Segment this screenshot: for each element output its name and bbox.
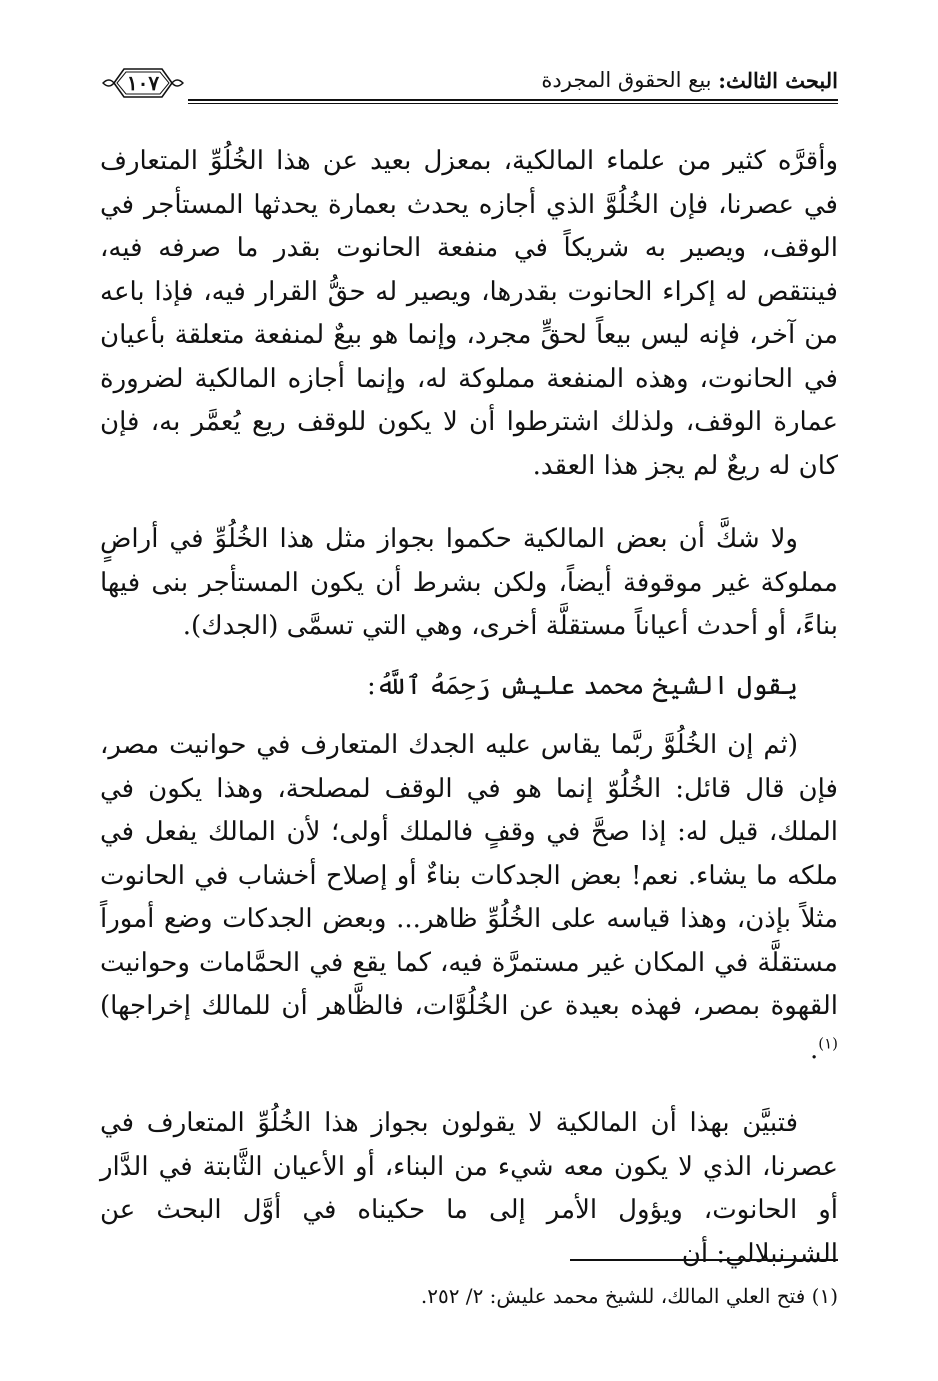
quote-paragraph	[100, 724, 838, 1072]
main-text	[100, 140, 838, 1276]
footnote-rule	[570, 1259, 838, 1261]
running-header	[205, 62, 838, 98]
running-header-section: البحث الثالث:	[718, 67, 838, 93]
footnote-reference[interactable]: (١)	[818, 1033, 838, 1052]
footnote: (١) فتح العلي المالك، للشيخ محمد عليش: ٢/ ٢٥٢.	[420, 1284, 838, 1308]
paragraph: ولا شكَّ أن بعض المالكية حكموا بجواز مثل هذا الخُلُوِّ في أراضٍ مملوكة غير موقوفة أيضاً، ولكن بشرط أن يكون المستأجر بنى فيها بناءً، أو أحدث أعياناً مستقلَّة أخرى، وهي التي تسمَّى (الجدك).	[100, 524, 838, 641]
paragraph: فتبيَّن بهذا أن المالكية لا يقولون بجواز هذا الخُلُوِّ المتعارف في عصرنا، الذي لا يكون معه شيء من البناء، أو الأعيان الثَّابتة في الدَّار أو الحانوت، ويؤول الأمر إلى ما حكيناه في أوَّل البحث عن الشرنبلالي: أن	[100, 1108, 838, 1269]
running-header-title: بيع الحقوق المجردة	[541, 68, 712, 92]
page-number: ١٠٧	[126, 71, 160, 95]
quote-intro: يقول الشيخ محمد عليش رَحِمَهُ ٱللَّهُ:	[367, 670, 798, 701]
header-rule-thin	[188, 103, 838, 104]
quote-text: (ثم إن الخُلُوَّ ربَّما يقاس عليه الجدك المتعارف في حوانيت مصر، فإن قال قائل: الخُلُوّ إنما هو في الوقف لمصلحة، وهذا يكون في الملك، قيل له: إذا صحَّ في وقفٍ فالملك أولى؛ لأن المالك يفعل في ملكه ما يشاء. نعم! بعض الجدكات بناءٌ أو إصلاح أخشاب في الحانوت مثلاً بإذن، وهذا قياسه على الخُلُوِّ ظاهر... وبعض الجدكات وضع أموراً مستقلَّة في المكان غير مستمرَّة فيه، كما يقع في الحمَّامات وحوانيت القهوة بمصر، فهذه بعيدة عن الخُلُوَّات، فالظَّاهر أن للمالك إخراجها)	[100, 730, 838, 1021]
quote-end: .	[809, 1034, 819, 1065]
page-number-ornament	[100, 64, 186, 102]
paragraph: وأقرَّه كثير من علماء المالكية، بمعزل بعيد عن هذا الخُلُوِّ المتعارف في عصرنا، فإن الخُلُوَّ الذي أجازه يحدث بعمارة يحدثها المستأجر في الوقف، ويصير به شريكاً في منفعة الحانوت بقدر ما صرفه فيه، فينتقص له إكراء الحانوت بقدرها، ويصير له حقُّ القرار فيه، فإذا باعه من آخر، فإنه ليس بيعاً لحقٍّ مجرد، وإنما هو بيعٌ لمنفعة متعلقة بأعيان في الحانوت، وهذه المنفعة مملوكة له، وإنما أجازه المالكية لضرورة عمارة الوقف، ولذلك اشترطوا أن لا يكون للوقف ريع يُعمَّر به، فإن كان له ريعٌ لم يجز هذا العقد.	[100, 146, 838, 481]
header-rule	[188, 99, 838, 101]
